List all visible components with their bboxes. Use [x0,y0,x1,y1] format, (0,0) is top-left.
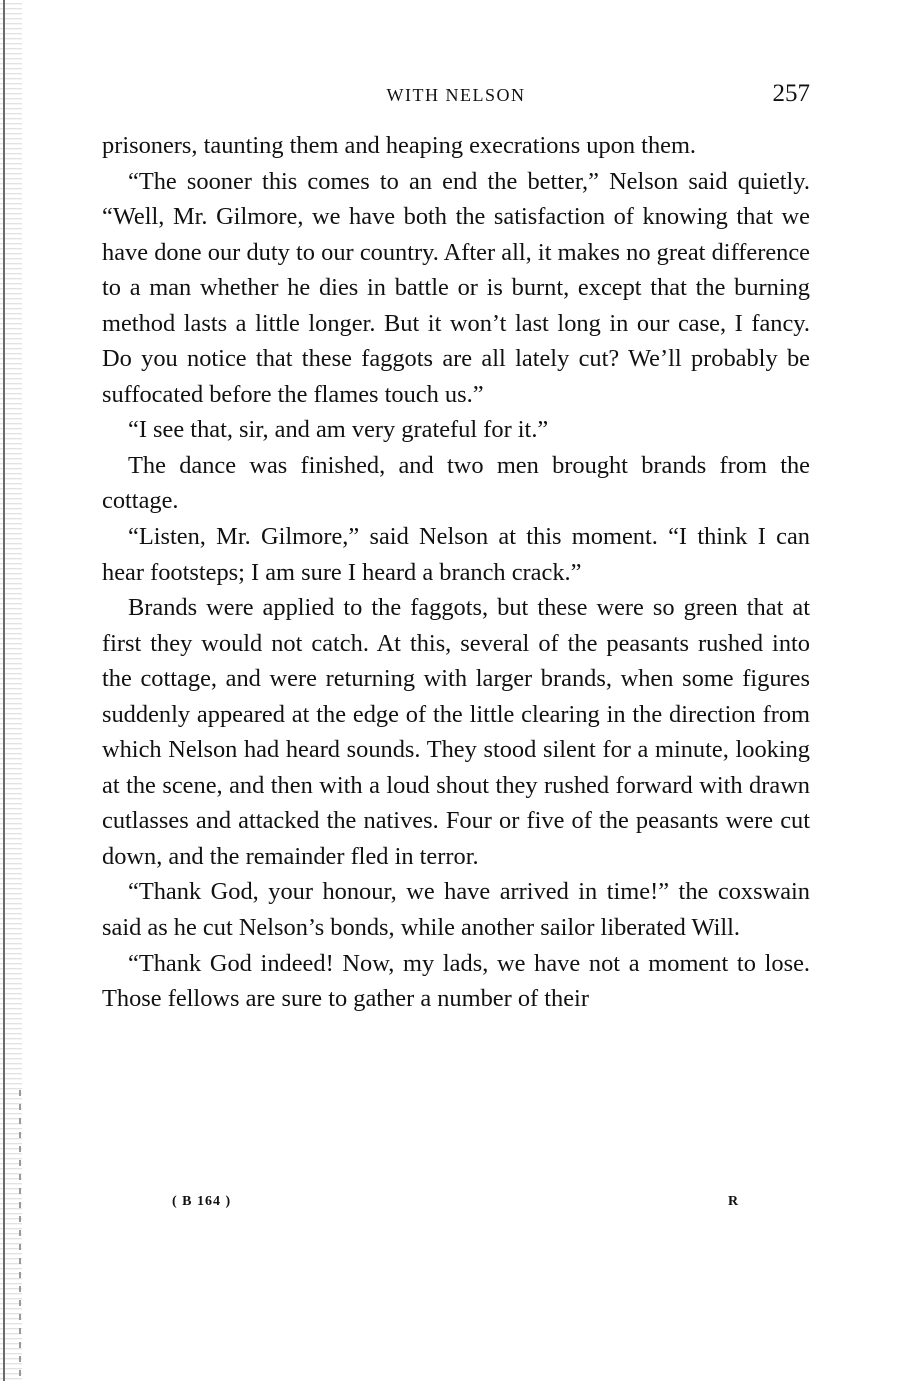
running-title: WITH NELSON [386,85,526,105]
signature-mark: ( B 164 ) [172,1194,232,1209]
paragraph: “Thank God, your honour, we have arrived in time!” the coxswain said as he cut Nelson’s bonds, while another sailor liberated Will. [102,878,810,942]
paragraph: “I see that, sir, and am very grateful for it.” [128,416,549,444]
paragraph: Brands were applied to the faggots, but these were so green that at first they would not catch. At this, several of the peasants rushed into the cottage, and were returning with larger brands, when some figures suddenly appeared at the edge of the little clearing in the direction from which Nelson had heard sounds. They stood silent for a minute, looking at the scene, and then with a loud shout they rushed forward with drawn cutlasses and attacked the natives. Four or five of the peasants were cut down, and the remainder fled in terror. [102,594,810,870]
paragraph: “The sooner this comes to an end the better,” Nelson said quietly. “Well, Mr. Gilmore, we have both the satisfaction of knowing that we have done our duty to our country. After all, it makes no great difference to a man whether he dies in battle or is burnt, except that the burning method lasts a little longer. But it won’t last long in our case, I fancy. Do you notice that these faggots are all lately cut? We’ll probably be suffocated before the flames touch us.” [102,167,810,408]
page-footer [102,1194,810,1216]
paragraph: The dance was finished, and two men brought brands from the cottage. [102,451,810,515]
page-number: 257 [772,80,810,107]
paragraph: “Thank God indeed! Now, my lads, we have not a moment to lose. Those fellows are sure to gather a number of their [102,949,810,1013]
body-text [102,128,810,1017]
page-binding-edge [0,0,22,1381]
gathering-letter: R [728,1194,739,1209]
paragraph: “Listen, Mr. Gilmore,” said Nelson at this moment. “I think I can hear footsteps; I am sure I heard a branch crack.” [102,523,810,586]
paragraph: prisoners, taunting them and heaping execrations upon them. [102,132,697,159]
running-head [102,82,810,106]
